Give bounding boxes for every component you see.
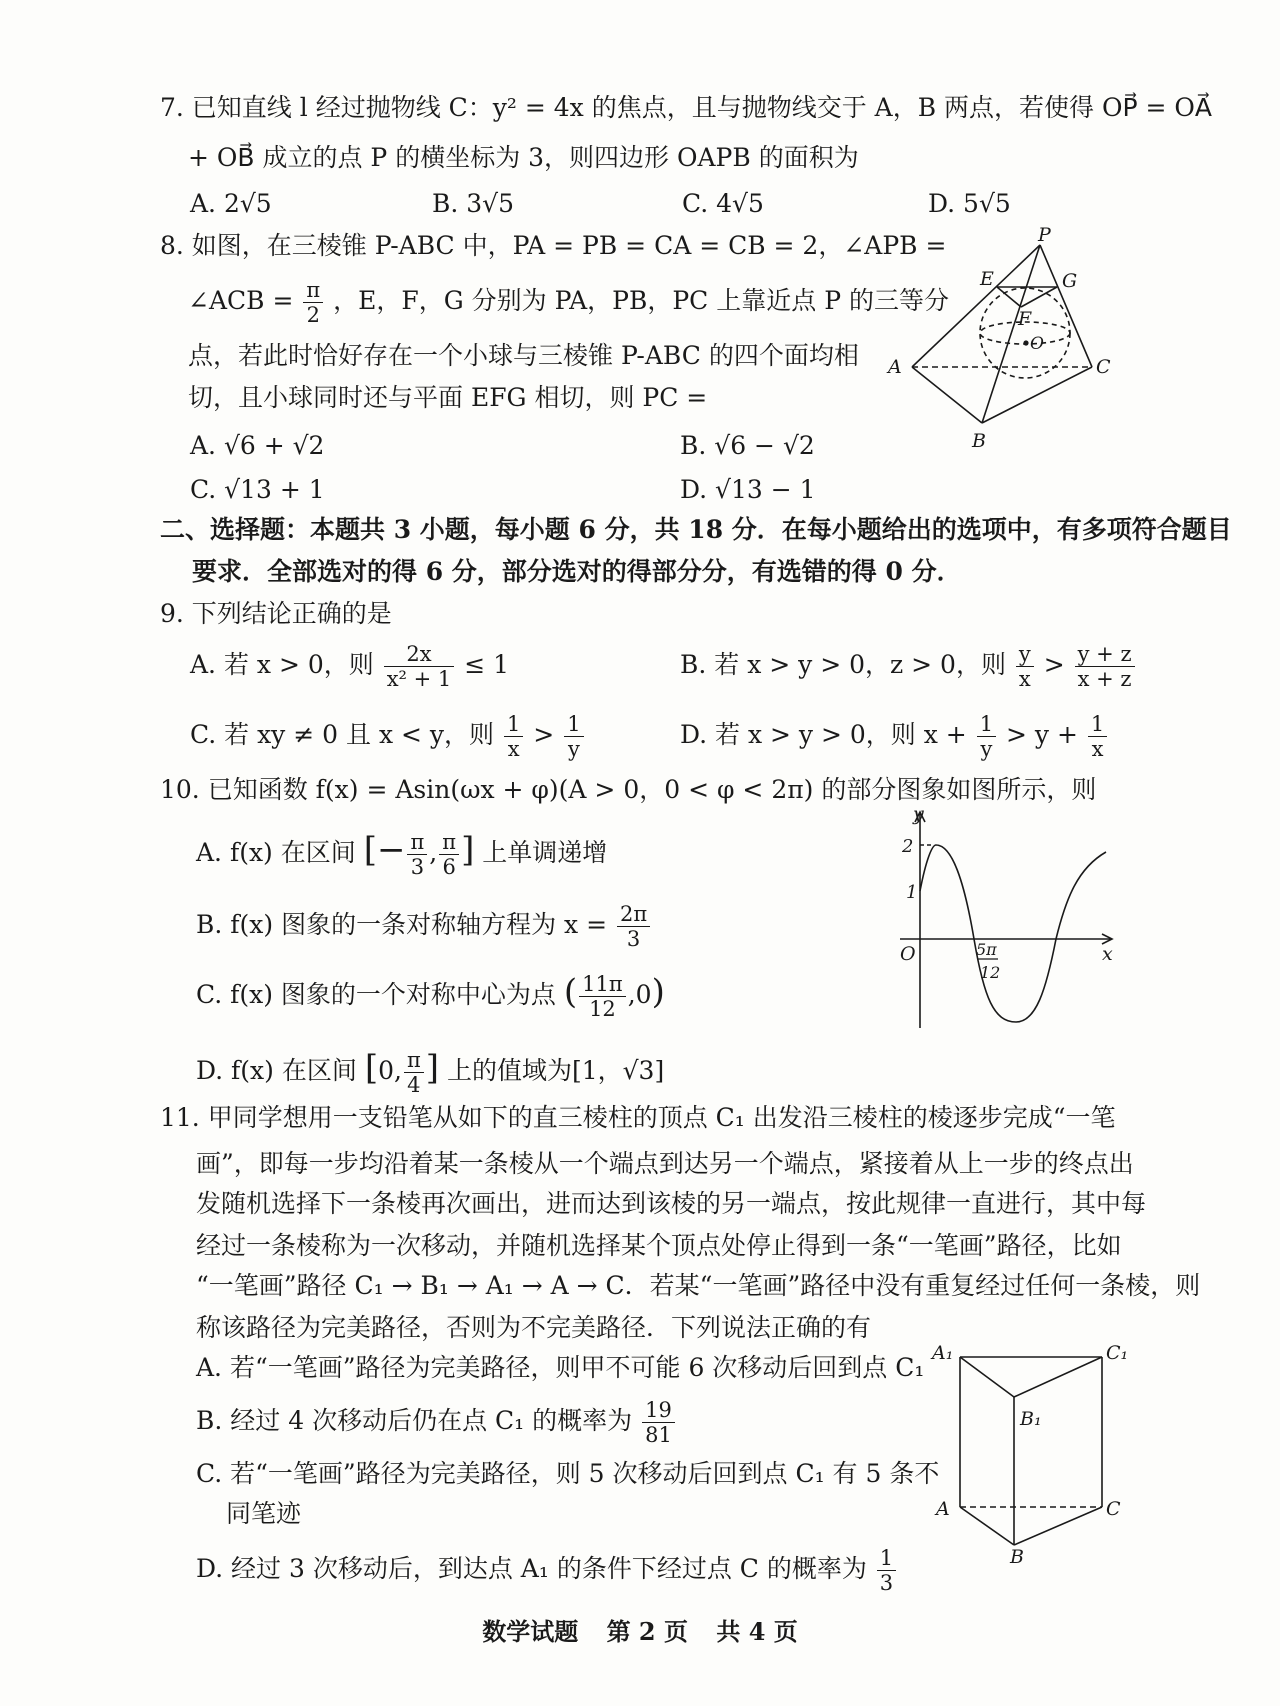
fig8-label-g: G: [1062, 270, 1078, 292]
q11-line4: 经过一条棱称为一次移动，并随机选择某个顶点处停止得到一条“一笔画”路径，比如: [196, 1231, 1122, 1260]
q11-line1: 11. 甲同学想用一支铅笔从如下的直三棱柱的顶点 C₁ 出发沿三棱柱的棱逐步完成“一笔: [160, 1103, 1116, 1132]
graph-y-label: y: [913, 803, 924, 825]
q8-line1: 8. 如图，在三棱锥 P-ABC 中，PA = PB = CA = CB = 2，∠APB =: [160, 231, 947, 260]
q10-option-c: C. f(x) 图象的一个对称中心为点 ( $\frac{11\pi}{12}$ ,0): [196, 972, 665, 1021]
q11-line5: “一笔画”路径 C₁ → B₁ → A₁ → A → C．若某“一笔画”路径中没有重复经过任何一条棱，则: [196, 1271, 1201, 1300]
q11-option-d: D. 经过 3 次移动后，到达点 A₁ 的条件下经过点 C 的概率为 $\frac{1}{3}$: [196, 1546, 898, 1595]
graph-tick-1: 1: [906, 882, 918, 903]
q11-line6: 称该路径为完美路径，否则为不完美路径．下列说法正确的有: [196, 1313, 872, 1342]
q10-option-a: A. f(x) 在区间 [− $\frac{\pi}{3}$ , $\frac{\pi}{6}$ ] 上单调递增: [196, 830, 608, 879]
q11-option-c-line2: 同笔迹: [226, 1499, 302, 1528]
q8-line3: 点，若此时恰好存在一个小球与三棱锥 P-ABC 的四个面均相: [188, 341, 859, 370]
fig11-label-c1: C₁: [1106, 1342, 1129, 1364]
q8-line4: 切，且小球同时还与平面 EFG 相切，则 PC =: [188, 383, 708, 412]
fig8-label-c: C: [1096, 356, 1111, 378]
q9-option-d: D. 若 x > y > 0，则 x + $\frac{1}{y}$ > y + $\frac{1}{x}$: [680, 712, 1109, 761]
footer-subject: 数学试题: [482, 1617, 579, 1646]
q7-option-b: B. 3√5: [432, 189, 515, 218]
q8-fraction: $\frac{\pi}{2}$: [303, 278, 323, 327]
fig8-label-f: F: [1018, 308, 1032, 330]
fig8-label-e: E: [980, 268, 994, 290]
q8-option-a: A. √6 + √2: [190, 431, 325, 460]
q9-option-b: B. 若 x > y > 0，z > 0，则 $\frac{y}{x}$ > $\frac{y + z}{x + z}$: [680, 642, 1137, 691]
fig11-label-c: C: [1106, 1498, 1121, 1520]
prism-figure: [930, 1335, 1130, 1565]
q11-option-c-line1: C. 若“一笔画”路径为完美路径，则 5 次移动后回到点 C₁ 有 5 条不: [196, 1459, 940, 1488]
q7-line2: + OB⃗ 成立的点 P 的横坐标为 3，则四边形 OAPB 的面积为: [188, 143, 859, 172]
q7-option-d: D. 5√5: [928, 189, 1011, 218]
graph-origin-label: O: [900, 943, 916, 965]
q7-option-c: C. 4√5: [682, 189, 764, 218]
graph-tick-2: 2: [902, 836, 914, 857]
fig11-label-a1: A₁: [932, 1342, 954, 1364]
sine-graph-figure: [880, 800, 1120, 1035]
q8-line2: ∠ACB = $\frac{\pi}{2}$ ，E，F，G 分别为 PA，PB，PC 上靠近点 P 的三等分: [188, 278, 949, 327]
q7-line1: 7. 已知直线 l 经过抛物线 C：y² = 4x 的焦点，且与抛物线交于 A，B 两点，若使得 OP⃗ = OA⃗: [160, 93, 1212, 122]
q8-option-c: C. √13 + 1: [190, 475, 325, 504]
fig8-label-p: P: [1038, 225, 1051, 246]
q9-option-c: C. 若 xy ≠ 0 且 x < y，则 $\frac{1}{x}$ > $\frac{1}{y}$: [190, 712, 586, 761]
q9-option-a: A. 若 x > 0，则 $\frac{2x}{\text{x² + 1}}$ ≤ 1: [190, 642, 510, 691]
fig8-label-a: A: [888, 356, 902, 378]
fig11-label-b: B: [1010, 1546, 1024, 1565]
fig11-label-a: A: [936, 1498, 950, 1520]
graph-x-label: x: [1102, 943, 1113, 965]
q8-option-d: D. √13 − 1: [680, 475, 816, 504]
footer-total: 共 4 页: [716, 1617, 798, 1646]
fig8-label-b: B: [972, 430, 986, 452]
page-footer: [0, 1612, 1280, 1647]
fig8-label-o: O: [1030, 334, 1044, 354]
q11-option-b: B. 经过 4 次移动后仍在点 C₁ 的概率为 $\frac{19}{81}$: [196, 1398, 677, 1447]
q11-line2: 画”，即每一步均沿着某一条棱从一个端点到达另一个端点，紧接着从上一步的终点出: [196, 1149, 1134, 1178]
section2-line2: 要求．全部选对的得 6 分，部分选对的得部分分，有选错的得 0 分．: [192, 557, 962, 586]
q9-stem: 9. 下列结论正确的是: [160, 599, 392, 628]
graph-tick-5pi: 5π: [976, 940, 997, 959]
fig11-label-b1: B₁: [1020, 1408, 1042, 1430]
q7-option-a: A. 2√5: [190, 189, 272, 218]
section2-line1: 二、选择题：本题共 3 小题，每小题 6 分，共 18 分．在每小题给出的选项中，有多项符合题目: [160, 515, 1232, 544]
q10-option-b: B. f(x) 图象的一条对称轴方程为 x = $\frac{2\pi}{3}$: [196, 902, 652, 951]
footer-page: 第 2 页: [606, 1617, 688, 1646]
q11-line3: 发随机选择下一条棱再次画出，进而达到该棱的另一端点，按此规律一直进行，其中每: [196, 1189, 1147, 1218]
q10-stem: 10. 已知函数 f(x) = Asin(ωx + φ)(A > 0，0 < φ < 2π) 的部分图象如图所示，则: [160, 775, 1097, 804]
tetrahedron-figure: [880, 225, 1120, 455]
q10-option-d: D. f(x) 在区间 [0, $\frac{\pi}{4}$ ] 上的值域为[1，√3]: [196, 1048, 665, 1097]
graph-tick-12: 12: [980, 963, 1001, 982]
q8-option-b: B. √6 − √2: [680, 431, 815, 460]
q11-option-a: A. 若“一笔画”路径为完美路径，则甲不可能 6 次移动后回到点 C₁: [196, 1353, 925, 1382]
